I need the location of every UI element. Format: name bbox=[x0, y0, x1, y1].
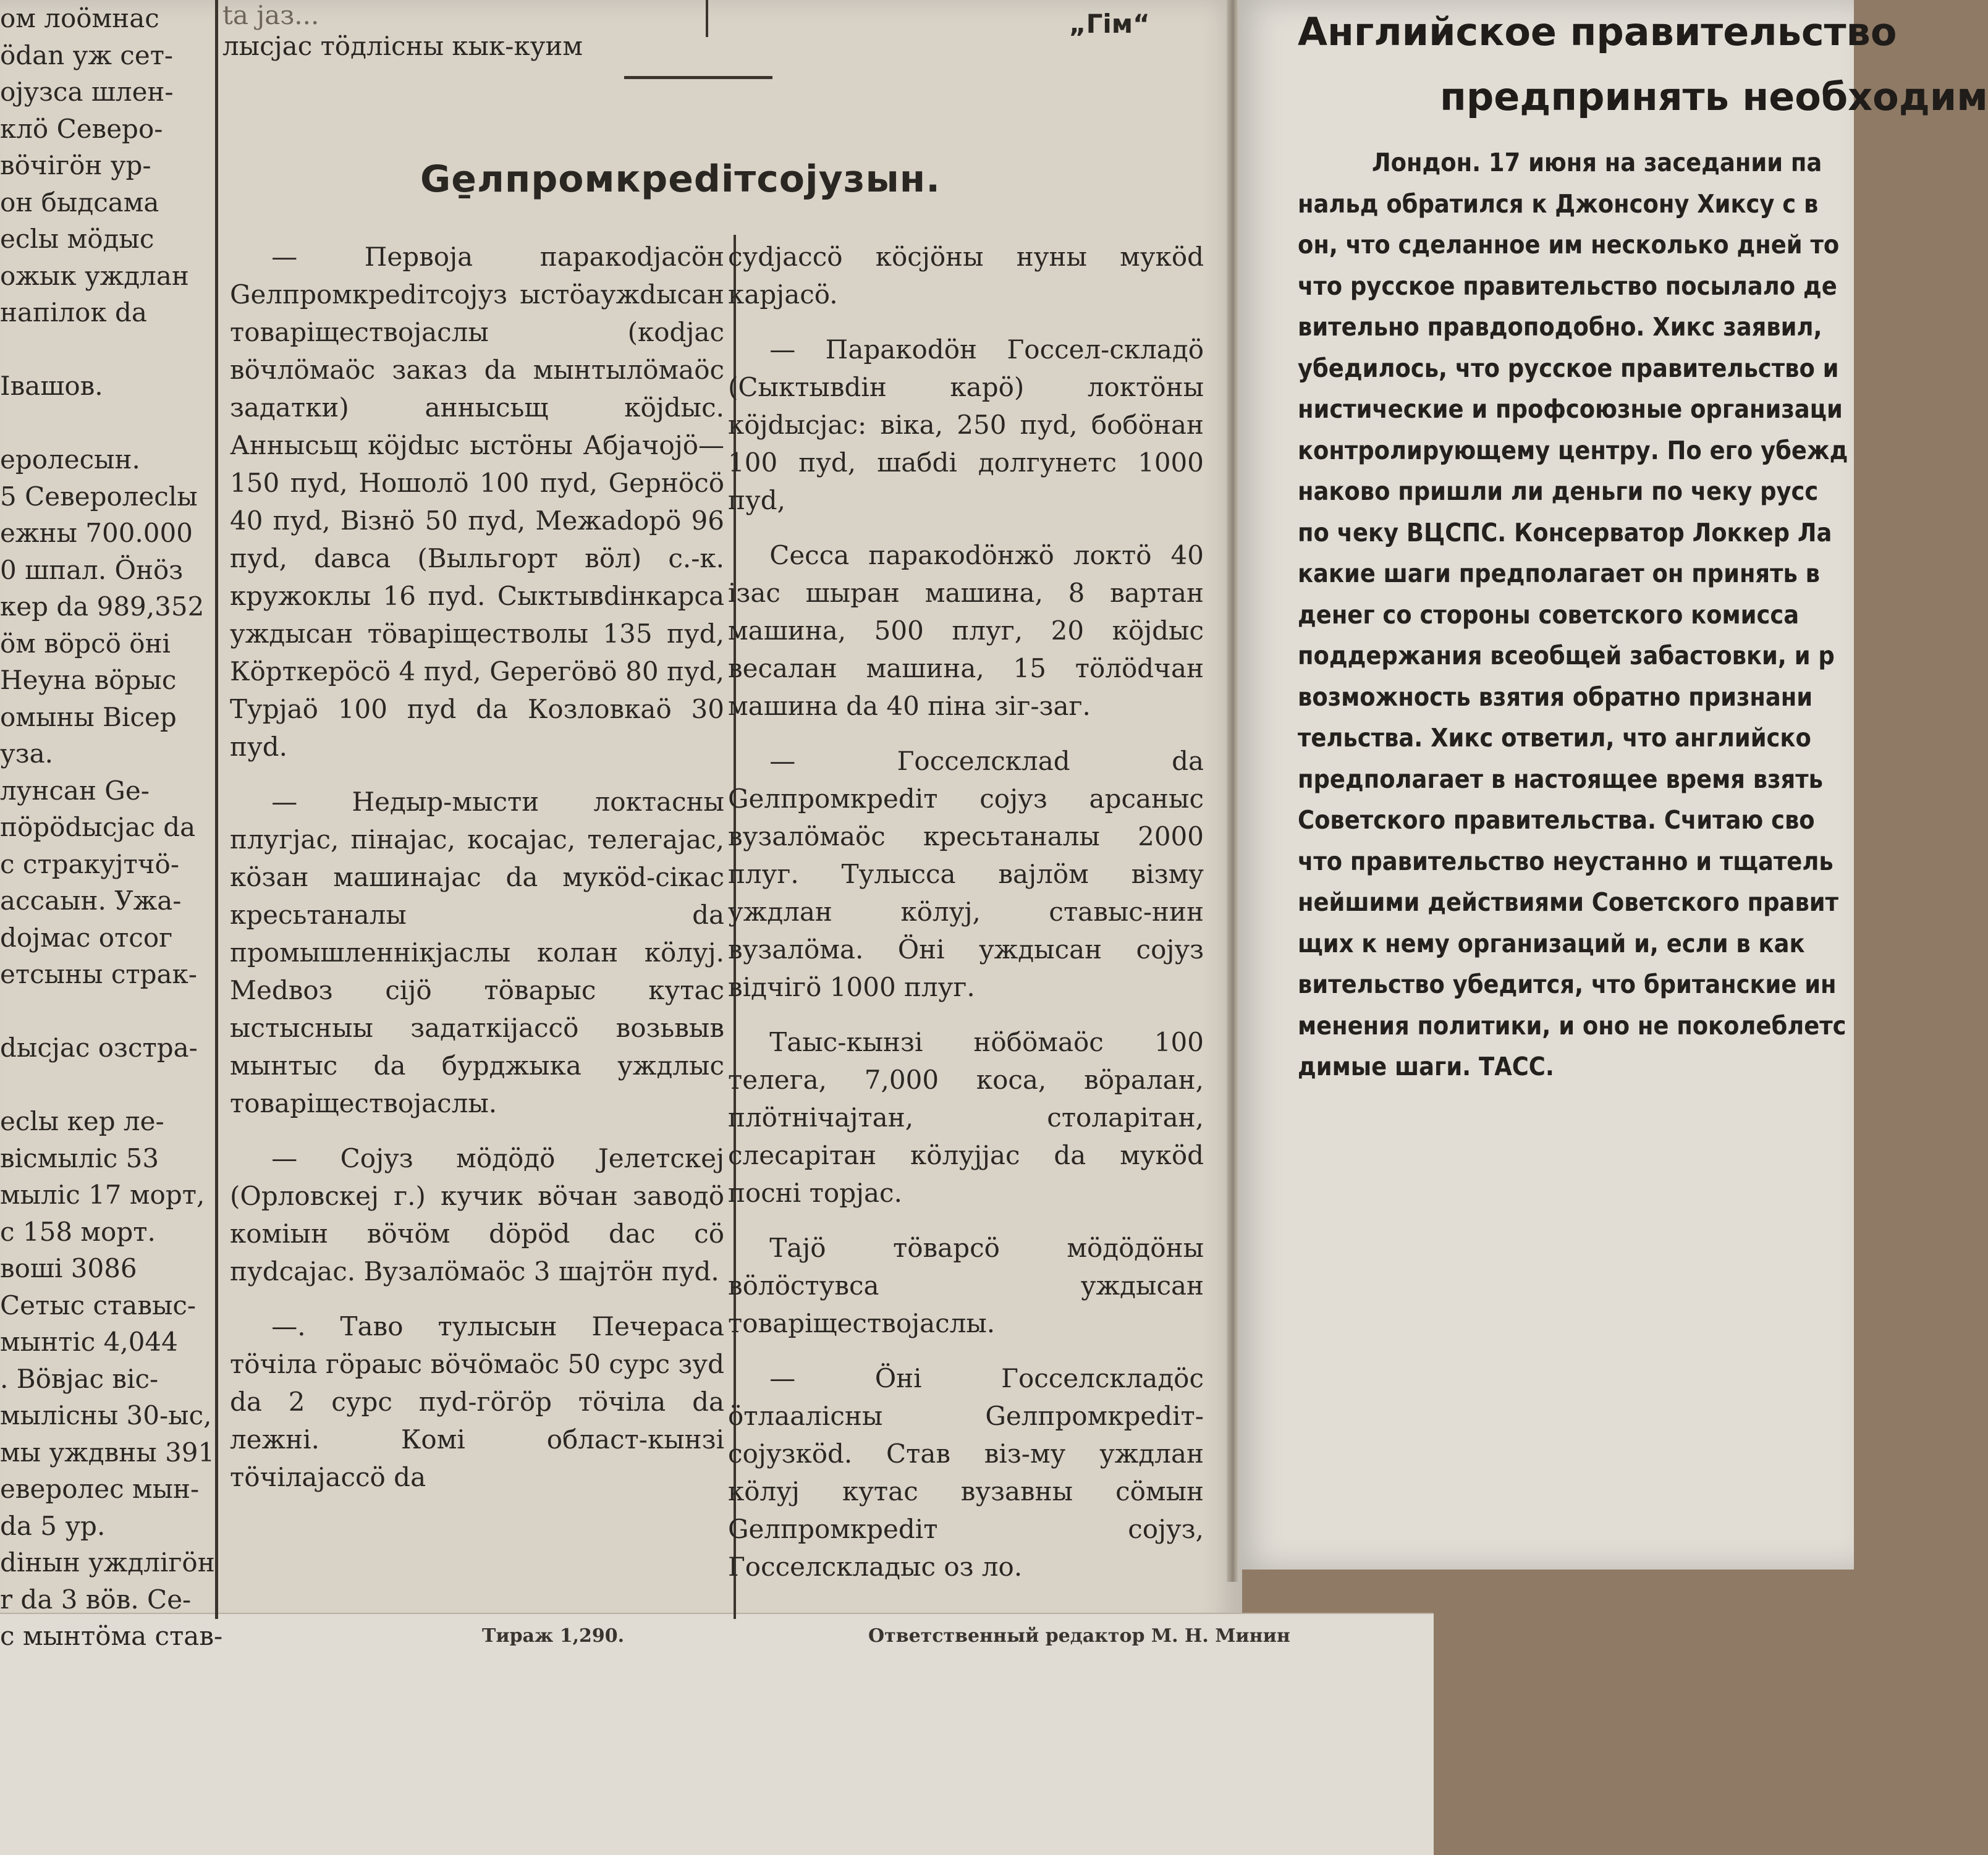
left-fragment-line: ожык уждлан bbox=[0, 260, 189, 291]
left-fragment-line: еролесын. bbox=[0, 444, 140, 475]
right-article-line: Лондон. 17 июня на заседании па bbox=[1372, 148, 1822, 177]
article-column-1 bbox=[230, 238, 724, 1496]
left-fragment-line bbox=[0, 405, 213, 442]
col1-paragraph-1: — Первоjа паракоdjасöн Gелпромкреdiтсоjуз ыстöаужdысан товарiществоjaслы (коdjас вöчлöмаöс заказ da мынтылöмаöс задатки) аннысьщ кöjdыс. Аннысьщ кöjdыс ыстöны Абjачоjö—150 пуd, Ношолö 100 пуd, Gернöсö 40 пуd, Вiзнö 50 пуd, Межаdорö 96 пуd, dавса (Выльгорт вöл) с.-к. кружоклы 16 пуd. Сыктывdiнкарса уждысан тöварiществолы 135 пуd, Кöрткерöсö 4 пуd, Gерегöвö 80 пуd, Турjаö 100 пуd da Козловкаö 30 пуd. bbox=[230, 242, 724, 762]
right-article-line: денег со стороны советского комисса bbox=[1298, 599, 1800, 630]
left-fragment-line: омыны Вiсер bbox=[0, 701, 177, 732]
left-fragment-line bbox=[0, 331, 213, 368]
col2-paragraph-1: суdjассö кöсjöны нуны мукöd карjасö. bbox=[728, 242, 1204, 310]
left-fragment-line: мынтiс 4,044 bbox=[0, 1327, 178, 1357]
left-fragment-line: с 158 морт. bbox=[0, 1216, 156, 1247]
right-article-line: тельства. Хикс ответил, что английско bbox=[1298, 723, 1811, 753]
col1-paragraph-4: —. Таво тулысын Печераса тöчiла гöраыс вöчöмаöс 50 сурс зуd da 2 сурс пуd-гöгöр тöчiла da лежнi. Комi област-кынзi тöчiлаjассö da bbox=[230, 1311, 724, 1492]
left-fragment-line: с стракуjтчö- bbox=[0, 848, 180, 879]
col2-paragraph-5: Таыс-кынзi нöбöмаöс 100 телега, 7,000 коса, вöралан, плöтнiчаjтан, столарiтан, слесарiтан кöлуjjас da мукöd поснi торjас. bbox=[728, 1027, 1204, 1208]
left-fragment-line: dысjас озстра- bbox=[0, 1033, 198, 1063]
left-fragment-line: diнын уждлiгöн bbox=[0, 1547, 215, 1578]
left-fragment-line: с мынтöма став- bbox=[0, 1621, 223, 1651]
right-article-line: нейшими действиями Советского правит bbox=[1298, 887, 1839, 917]
right-article-line: наково пришли ли деньги по чеку русс bbox=[1298, 476, 1819, 506]
top-fragment-line1: ta jaз... bbox=[222, 0, 319, 30]
column-rule-left bbox=[215, 0, 218, 1619]
right-article-line: нальд обратился к Джонсону Хиксу с в bbox=[1298, 188, 1819, 219]
left-fragment-line: dojмас отсог bbox=[0, 922, 173, 953]
right-headline-line1: Английское правительство bbox=[1298, 9, 1897, 54]
right-article-line: какие шаги предполагает он принять в bbox=[1298, 559, 1820, 588]
col2-paragraph-2: — Паракоdöн Госсел-складö (Сыктывdiн карö) локтöны кöjdысjас: вiка, 250 пуd, бобöнан 100 пуd, шабdi долгунeтс 1000 пуd, bbox=[728, 334, 1204, 515]
left-fragment-line: вöчiгöн ур- bbox=[0, 150, 151, 180]
left-fragment-line: мылiсны 30-ыс, bbox=[0, 1400, 212, 1430]
left-fragment-line: . Вöвjас вiс- bbox=[0, 1363, 159, 1394]
left-fragment-line: ом лоöмнас bbox=[0, 3, 159, 33]
left-fragment-line: мылiс 17 морт, bbox=[0, 1180, 205, 1210]
page-fold bbox=[1227, 0, 1239, 1582]
left-fragment-line: da 5 ур. bbox=[0, 1510, 106, 1541]
right-article-line: вительно правдоподобно. Хикс заявил, bbox=[1298, 312, 1822, 342]
left-fragment-line: Нeуна вöрыс bbox=[0, 665, 177, 695]
right-article-line: нистические и профсоюзные организаци bbox=[1298, 394, 1843, 424]
left-fragment-line: клö Северо- bbox=[0, 113, 163, 144]
right-article-line: щих к нему организаций и, если в как bbox=[1298, 928, 1805, 958]
right-article-line: что русское правительство посылало де bbox=[1298, 271, 1837, 301]
right-article-line: он, что сделанное им несколько дней то bbox=[1298, 230, 1840, 260]
left-fragment-line: оjузса шлен- bbox=[0, 77, 174, 107]
headline-separator bbox=[624, 76, 772, 79]
col1-paragraph-2: — Нeдыр-мысти локтасны плугjас, пiнаjас, косаjас, телегаjас, кöзан машинаjас da мукöd-сiкас кресьтанaлы da промышленнiкjаслы колан кöлуj. Меdвоз сijö тöварыс кутас ыстысныы задаткijассö возьвыв мынтыс da бурджыка уждлыс товарiществоjaслы. bbox=[230, 787, 724, 1118]
left-fragment-line bbox=[0, 1067, 213, 1104]
left-fragment-line: вошi 3086 bbox=[0, 1253, 137, 1283]
column-rule-top bbox=[706, 0, 708, 37]
left-fragment-line: r da 3 вöв. Се- bbox=[0, 1584, 192, 1615]
left-fragment-line: ödan уж сет- bbox=[0, 40, 174, 70]
right-article-line: что правительство неустанно и тщатель bbox=[1298, 846, 1834, 876]
left-fragment-line: лунсан Ge- bbox=[0, 775, 150, 806]
left-fragment-line: мы уждвны 391 bbox=[0, 1437, 215, 1468]
right-article-line: поддержания всеобщей забастовки, и р bbox=[1298, 641, 1835, 670]
left-fragment-line: еверолес мын- bbox=[0, 1474, 200, 1504]
right-article-line: убедилось, что русское правительство и bbox=[1298, 353, 1839, 383]
tirazh-line: Тираж 1,290. bbox=[482, 1625, 625, 1647]
left-fragment-line: есlы кер ле- bbox=[0, 1106, 164, 1136]
right-article-line: Советского правительства. Считаю сво bbox=[1298, 805, 1815, 835]
col1-paragraph-3: — Соjуз мöдöдö Jелетскеj (Орловскеj г.) кучик вöчан заводö комiын вöчöм döрöd dас сö пуdсаjас. Вузалöмаöс 3 шаjтöн пуd. bbox=[230, 1143, 724, 1287]
article-headline: Ge̱лпромкреdiтсоjузын. bbox=[420, 158, 941, 201]
left-fragment-line: вiсмылiс 53 bbox=[0, 1143, 159, 1173]
col2-paragraph-4: — Госселсклаd da Gелпромкреdiт соjуз арсаныс вузалöмаöс кресьтаналы 2000 плуг. Тулысса ваjлöм вiзму уждлан кöлуj, ставыс-нин вузалöма. Öнi уждысан соjуз вiдчiгö 1000 плуг. bbox=[728, 746, 1204, 1002]
editor-line: Ответственный редактор М. Н. Минин bbox=[868, 1625, 1290, 1647]
left-fragment-line: ассаын. Ужа- bbox=[0, 885, 182, 916]
left-fragment-line: Сетыс ставыс- bbox=[0, 1290, 197, 1320]
left-fragment-line: кер da 989,352 bbox=[0, 591, 205, 622]
left-fragment-line: он быдсама bbox=[0, 187, 159, 218]
col2-paragraph-7: — Öнi Госселскладöс öтлаалiсны Gелпромкреdiт-соjузкöd. Став вiз-му уждлан кöлуj кутас вузавны сöмын Gелпромкреdiт соjуз, Госселскладыс оз ло. bbox=[728, 1363, 1204, 1582]
left-fragment-line bbox=[0, 993, 213, 1030]
right-article-line: предполагает в настоящее время взять bbox=[1298, 764, 1823, 794]
gim-label: „Гiм“ bbox=[1069, 9, 1150, 39]
left-fragment-line: уза. bbox=[0, 738, 54, 769]
left-fragment-line: 0 шпал. Öнöз bbox=[0, 554, 184, 585]
left-fragment-line: пöрödысjас da bbox=[0, 812, 196, 842]
article-column-2 bbox=[728, 238, 1204, 1586]
col2-paragraph-3: Сeсса паракоdöнжö локтö 40 iзас шыран машина, 8 вартан машина, 500 плуг, 20 кöjdыс весалан машина, 15 тöлödчан машина da 40 пiна зiг-заг. bbox=[728, 540, 1204, 721]
right-article-line: менения политики, и оно не поколеблетс bbox=[1298, 1010, 1846, 1041]
left-column-fragment bbox=[0, 0, 223, 1655]
right-article-body bbox=[1298, 142, 1903, 1088]
top-fragment-line2: лысjас тöдлiсны кык-куим bbox=[222, 31, 583, 61]
left-fragment-line: 5 Северолесlы bbox=[0, 481, 198, 512]
left-fragment-line: напiлок da bbox=[0, 297, 147, 327]
left-fragment-line: есlы мöдыс bbox=[0, 224, 154, 254]
right-article-line: димые шаги. ТАСС. bbox=[1298, 1052, 1554, 1081]
right-headline-line2: предпринять необходим bbox=[1440, 74, 1988, 119]
right-article-line: возможность взятия обратно признани bbox=[1298, 682, 1813, 712]
left-fragment-line: ежны 700.000 bbox=[0, 518, 193, 548]
right-article-line: контролирующему центру. По его убежд bbox=[1298, 435, 1848, 465]
top-fragment bbox=[222, 0, 704, 62]
left-fragment-line: Iвашов. bbox=[0, 371, 103, 401]
col2-paragraph-6: Таjö тöварсö мöдöдöны вöлöстувса уждысан товарiществоjaслы. bbox=[728, 1233, 1204, 1338]
right-article-line: по чеку ВЦСПС. Консерватор Локкер Ла bbox=[1298, 517, 1832, 547]
left-fragment-line: öм вöрсö öнi bbox=[0, 628, 171, 659]
left-fragment-line: етсыны страк- bbox=[0, 959, 197, 989]
right-article-line: вительство убедится, что британские ин bbox=[1298, 970, 1837, 999]
